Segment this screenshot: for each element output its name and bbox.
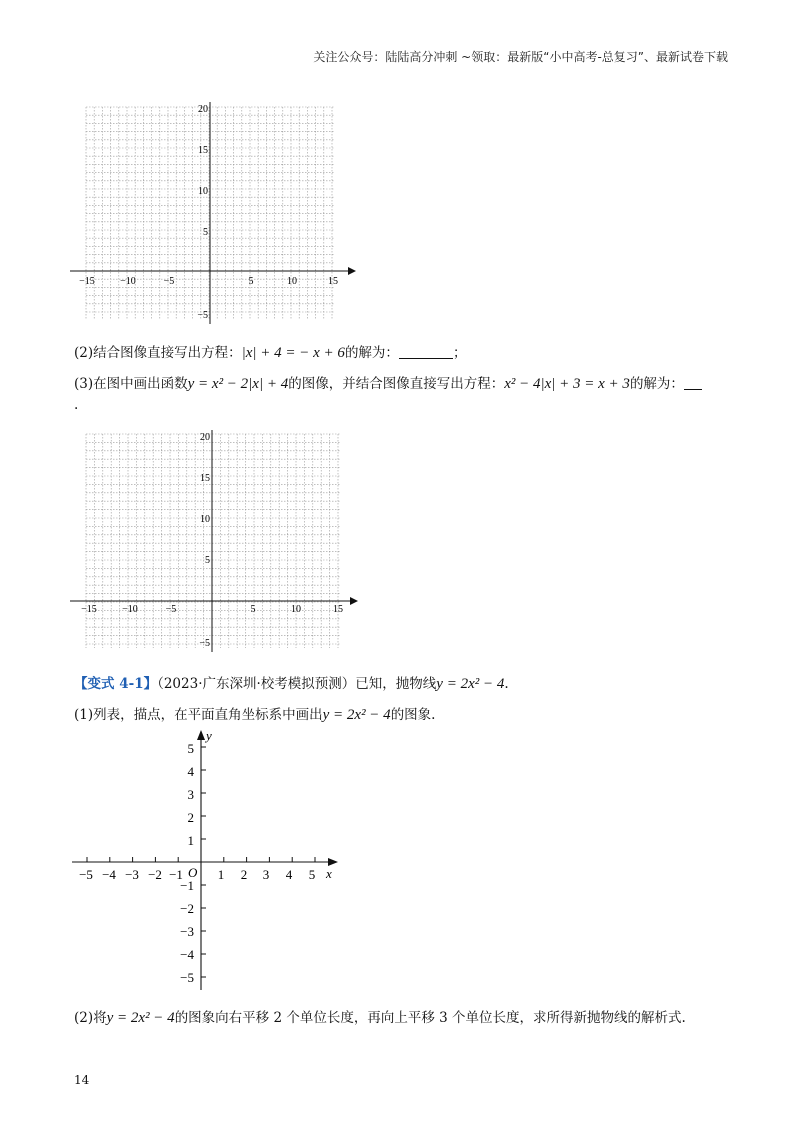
q3-prefix: (3)在图中画出函数 <box>74 376 188 392</box>
x-tick-neg5: −5 <box>163 276 175 287</box>
x-tick-10: 10 <box>291 604 301 615</box>
y-tick-10: 10 <box>198 186 208 197</box>
y-tick-neg4: −4 <box>180 947 194 962</box>
q2-answer-blank[interactable] <box>399 346 453 359</box>
x-axis-arrow <box>348 267 356 275</box>
x-tick-neg10: −10 <box>120 276 136 287</box>
coordinate-grid-1 <box>70 100 360 325</box>
part-1 <box>74 703 435 724</box>
p2-prefix: (2)将 <box>74 1010 107 1026</box>
variant-tag: 【变式 4-1】 <box>74 676 158 692</box>
y-tick-neg1: −1 <box>180 878 194 893</box>
page-number: 14 <box>74 1073 90 1087</box>
y-tick-15: 15 <box>200 473 210 484</box>
y-tick-3: 3 <box>187 787 194 802</box>
q3-answer-blank[interactable] <box>684 377 702 390</box>
q2-equation: |x| + 4 = − x + 6 <box>241 345 345 361</box>
question-2 <box>74 341 466 362</box>
x-tick-neg15: −15 <box>79 276 95 287</box>
y-tick-10: 10 <box>200 514 210 525</box>
coordinate-grid-2 <box>70 428 365 653</box>
y-tick-20: 20 <box>198 104 208 115</box>
y-tick-5: 5 <box>187 741 194 756</box>
q2-suffix: 的解为： <box>344 345 399 361</box>
grid-lines <box>86 434 340 648</box>
q3-end: . <box>74 397 79 413</box>
y-tick-5: 5 <box>203 227 208 238</box>
q3-equation: x² − 4|x| + 3 = x + 3 <box>504 376 630 392</box>
y-tick-neg2: −2 <box>180 901 194 916</box>
x-tick-neg4: −4 <box>102 867 116 882</box>
p2-function: y = 2x² − 4 <box>106 1010 175 1026</box>
page-header: 关注公众号：陆陆高分冲刺 ~领取：最新版“小中高考-总复习”、最新试卷下载 <box>313 50 728 64</box>
q2-prefix: (2)结合图像直接写出方程： <box>74 345 242 361</box>
x-tick-neg10: −10 <box>122 604 138 615</box>
variant-title <box>74 672 509 693</box>
x-tick-5: 5 <box>248 276 254 287</box>
x-tick-neg15: −15 <box>81 604 97 615</box>
y-tick-neg3: −3 <box>180 924 194 939</box>
y-tick-2: 2 <box>187 810 194 825</box>
p1-suffix: 的图象. <box>390 707 436 723</box>
x-tick-10: 10 <box>287 276 297 287</box>
y-tick-neg5: −5 <box>197 310 208 321</box>
x-axis-arrow <box>328 858 338 866</box>
x-tick-neg5: −5 <box>79 867 93 882</box>
variant-source: （2023·广东深圳·校考模拟预测）已知，抛物线 <box>157 676 437 692</box>
y-axis-label: y <box>206 728 212 743</box>
q3-suffix: 的解为： <box>629 376 684 392</box>
coordinate-axes-3 <box>70 728 345 993</box>
y-tick-neg5: −5 <box>180 970 194 985</box>
x-axis-label: x <box>326 866 332 881</box>
x-tick-3: 3 <box>262 867 270 882</box>
x-tick-neg5: −5 <box>165 604 177 615</box>
y-tick-20: 20 <box>200 432 210 443</box>
x-tick-neg1: −1 <box>169 867 183 882</box>
y-tick-1: 1 <box>187 833 194 848</box>
q3-function: y = x² − 2|x| + 4 <box>187 376 289 392</box>
variant-end: . <box>504 676 509 692</box>
x-tick-neg3: −3 <box>125 867 139 882</box>
p1-prefix: (1)列表，描点，在平面直角坐标系中画出 <box>74 707 323 723</box>
q3-middle: 的图像，并结合图像直接写出方程： <box>288 376 505 392</box>
x-tick-15: 15 <box>328 276 338 287</box>
x-tick-1: 1 <box>217 867 225 882</box>
x-tick-15: 15 <box>333 604 343 615</box>
x-tick-4: 4 <box>285 867 293 882</box>
x-tick-5: 5 <box>308 867 316 882</box>
y-tick-neg5: −5 <box>199 638 210 649</box>
x-tick-neg2: −2 <box>148 867 162 882</box>
y-tick-15: 15 <box>198 145 208 156</box>
part-2 <box>74 1006 686 1027</box>
variant-function: y = 2x² − 4 <box>436 676 505 692</box>
y-tick-5: 5 <box>205 555 210 566</box>
p1-function: y = 2x² − 4 <box>322 707 391 723</box>
q2-end: ； <box>452 345 467 361</box>
x-axis-arrow <box>350 597 358 605</box>
y-axis-arrow <box>197 730 205 740</box>
question-3 <box>74 372 702 393</box>
origin-label: O <box>188 865 198 880</box>
p2-suffix: 的图象向右平移 2 个单位长度，再向上平移 3 个单位长度，求所得新抛物线的解析式. <box>174 1010 686 1026</box>
x-tick-5: 5 <box>250 604 256 615</box>
x-tick-2: 2 <box>240 867 248 882</box>
y-tick-4: 4 <box>187 764 194 779</box>
